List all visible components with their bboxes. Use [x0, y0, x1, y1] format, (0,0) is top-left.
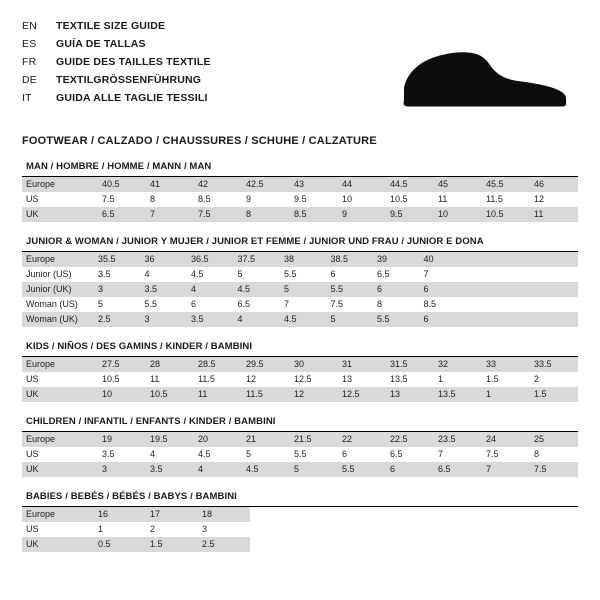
size-cell: 28 [146, 357, 194, 372]
size-cell: 3 [94, 282, 141, 297]
size-cell: 8.5 [290, 207, 338, 222]
size-cell: 21 [242, 432, 290, 447]
size-cell-empty [466, 252, 578, 267]
size-cell: 1 [482, 387, 530, 402]
size-cell: 11 [530, 207, 578, 222]
group-heading: JUNIOR & WOMAN / JUNIOR Y MUJER / JUNIOR ET FEMME / JUNIOR UND FRAU / JUNIOR E DONA [22, 236, 578, 252]
size-cell: 6 [420, 282, 467, 297]
size-cell: 33 [482, 357, 530, 372]
size-cell: 5.5 [294, 449, 307, 459]
size-cell: 36.5 [187, 252, 234, 267]
size-cell: 12 [534, 194, 545, 204]
row-label: Woman (US) [26, 299, 78, 309]
size-cell: 3 [141, 312, 188, 327]
language-title-list-body [22, 18, 211, 108]
size-cell: 3.5 [146, 462, 194, 477]
language-row [22, 54, 211, 72]
size-cell: 19 [98, 432, 146, 447]
size-cell: 13.5 [390, 374, 408, 384]
size-cell-empty [250, 507, 578, 522]
size-cell-empty [466, 282, 578, 297]
size-cell: 4.5 [280, 312, 327, 327]
size-cell: 4 [187, 282, 234, 297]
size-cell: 6.5 [98, 207, 146, 222]
group-heading: BABIES / BEBÉS / BÉBÉS / BABYS / BAMBINI [22, 491, 578, 507]
size-table-man [22, 177, 578, 222]
table-row [22, 372, 578, 387]
size-cell: 5 [290, 462, 338, 477]
size-table-children [22, 432, 578, 477]
row-label: US [26, 524, 39, 534]
size-cell: 40.5 [98, 177, 146, 192]
size-cell: 4.5 [191, 269, 204, 279]
size-cell: 7.5 [486, 449, 499, 459]
language-title: GUÍA DE TALLAS [56, 38, 146, 50]
size-cell: 10 [434, 207, 482, 222]
size-cell: 1 [438, 374, 444, 384]
size-cell: 9 [246, 194, 252, 204]
row-label: UK [22, 462, 98, 477]
size-cell: 30 [290, 357, 338, 372]
row-label: US [26, 449, 39, 459]
group-heading: KIDS / NIÑOS / DES GAMINS / KINDER / BAMBINI [22, 341, 578, 357]
size-cell: 6 [342, 449, 348, 459]
size-cell: 2 [534, 374, 540, 384]
row-label: US [26, 374, 39, 384]
size-cell: 32 [434, 357, 482, 372]
size-cell: 1.5 [486, 374, 499, 384]
language-title: TEXTILGRÖSSENFÜHRUNG [56, 74, 202, 86]
row-label: Junior (US) [26, 269, 72, 279]
size-cell: 11 [438, 194, 448, 204]
size-cell: 3.5 [187, 312, 234, 327]
size-cell: 7.5 [330, 299, 344, 309]
row-label: Woman (UK) [22, 312, 94, 327]
size-cell: 6.5 [434, 462, 482, 477]
size-cell: 11.5 [242, 387, 290, 402]
size-cell-empty [466, 297, 578, 312]
size-cell: 1.5 [530, 387, 578, 402]
size-cell: 4.5 [242, 462, 290, 477]
document-header [22, 18, 578, 126]
size-cell: 13 [386, 387, 434, 402]
size-cell: 22.5 [386, 432, 434, 447]
size-cell: 24 [482, 432, 530, 447]
size-cell: 5 [98, 299, 104, 309]
size-cell: 18 [198, 507, 250, 522]
size-cell: 19.5 [146, 432, 194, 447]
table-row [22, 312, 578, 327]
size-cell: 1.5 [146, 537, 198, 552]
size-cell: 5 [246, 449, 252, 459]
size-cell: 22 [338, 432, 386, 447]
size-table-junior-woman [22, 252, 578, 327]
size-cell: 12 [246, 374, 257, 384]
table-row [22, 462, 578, 477]
size-cell: 41 [146, 177, 194, 192]
size-cell: 45 [434, 177, 482, 192]
size-cell: 6 [191, 299, 197, 309]
language-title: GUIDA ALLE TAGLIE TESSILI [56, 92, 208, 104]
size-cell: 7.5 [194, 207, 242, 222]
group-heading: MAN / HOMBRE / HOMME / MANN / MAN [22, 161, 578, 177]
table-row [22, 537, 578, 552]
size-cell: 9.5 [294, 194, 307, 204]
size-cell: 42 [194, 177, 242, 192]
size-cell: 31.5 [386, 357, 434, 372]
size-cell: 2 [150, 524, 156, 534]
size-cell: 10 [98, 387, 146, 402]
size-cell: 7 [284, 299, 290, 309]
size-cell: 6.5 [377, 269, 390, 279]
size-cell: 7 [482, 462, 530, 477]
size-cell: 4 [234, 312, 281, 327]
size-cell: 35.5 [94, 252, 141, 267]
size-cell-empty [250, 522, 578, 537]
table-row [22, 297, 578, 312]
size-cell: 11 [194, 387, 242, 402]
size-cell: 23.5 [434, 432, 482, 447]
size-cell: 4.5 [198, 449, 211, 459]
size-cell: 6.5 [390, 449, 403, 459]
row-label: Europe [22, 432, 98, 447]
table-row [22, 282, 578, 297]
size-cell: 7.5 [102, 194, 115, 204]
size-cell: 13 [342, 374, 353, 384]
size-cell: 3 [98, 462, 146, 477]
size-cell: 37.5 [234, 252, 281, 267]
table-row [22, 267, 578, 282]
table-row [22, 507, 578, 522]
size-cell: 45.5 [482, 177, 530, 192]
size-cell-empty [250, 537, 578, 552]
size-cell: 4 [144, 269, 150, 279]
size-group-children [22, 416, 578, 477]
row-label: US [26, 194, 39, 204]
size-cell: 43 [290, 177, 338, 192]
size-cell: 3 [202, 524, 208, 534]
language-row [22, 90, 211, 108]
size-cell: 21.5 [290, 432, 338, 447]
table-row [22, 207, 578, 222]
size-cell-empty [466, 267, 578, 282]
language-row [22, 72, 211, 90]
size-cell: 10.5 [146, 387, 194, 402]
size-cell: 8.5 [198, 194, 211, 204]
size-cell: 13.5 [434, 387, 482, 402]
size-group-junior-woman [22, 236, 578, 327]
size-cell: 20 [194, 432, 242, 447]
group-heading: CHILDREN / INFANTIL / ENFANTS / KINDER / BAMBINI [22, 416, 578, 432]
size-cell: 10.5 [482, 207, 530, 222]
size-cell: 1 [98, 524, 104, 534]
language-code: IT [22, 92, 32, 104]
size-cell: 7 [423, 269, 429, 279]
size-cell: 2.5 [94, 312, 141, 327]
table-row [22, 177, 578, 192]
size-cell: 29.5 [242, 357, 290, 372]
size-cell: 28.5 [194, 357, 242, 372]
size-cell: 12 [290, 387, 338, 402]
row-label: UK [22, 207, 98, 222]
language-code: DE [22, 74, 37, 86]
size-cell: 17 [146, 507, 198, 522]
size-group-kids [22, 341, 578, 402]
size-cell-empty [466, 312, 578, 327]
size-cell: 11 [150, 374, 160, 384]
size-cell: 33.5 [530, 357, 578, 372]
row-label: UK [22, 537, 94, 552]
size-cell: 5.5 [338, 462, 386, 477]
size-cell: 4 [150, 449, 156, 459]
size-table-kids [22, 357, 578, 402]
size-cell: 12.5 [294, 374, 312, 384]
size-cell: 8 [242, 207, 290, 222]
size-cell: 6 [386, 462, 434, 477]
size-cell: 5.5 [144, 299, 158, 309]
size-cell: 46 [530, 177, 578, 192]
size-cell: 7.5 [530, 462, 578, 477]
size-cell: 0.5 [94, 537, 146, 552]
size-cell: 7 [146, 207, 194, 222]
row-label: Europe [22, 177, 98, 192]
size-cell: 44 [338, 177, 386, 192]
row-label: Europe [22, 507, 94, 522]
table-row [22, 387, 578, 402]
size-cell: 8 [534, 449, 540, 459]
size-cell: 6 [330, 269, 336, 279]
size-cell: 11.5 [486, 194, 503, 204]
size-cell: 6 [420, 312, 467, 327]
size-cell: 11.5 [198, 374, 215, 384]
size-table-babies [22, 507, 578, 552]
language-code: FR [22, 56, 37, 68]
size-cell: 39 [373, 252, 420, 267]
size-cell: 5.5 [373, 312, 420, 327]
size-cell: 6 [373, 282, 420, 297]
size-cell: 42.5 [242, 177, 290, 192]
language-code: ES [22, 38, 37, 50]
size-cell: 31 [338, 357, 386, 372]
size-cell: 25 [530, 432, 578, 447]
size-cell: 4 [194, 462, 242, 477]
table-row [22, 522, 578, 537]
size-cell: 7 [438, 449, 444, 459]
table-row [22, 432, 578, 447]
size-group-babies [22, 491, 578, 552]
category-title: FOOTWEAR / CALZADO / CHAUSSURES / SCHUHE / CALZATURE [22, 135, 377, 147]
size-cell: 44.5 [386, 177, 434, 192]
size-cell: 5.5 [284, 269, 297, 279]
table-row [22, 252, 578, 267]
size-cell: 10.5 [390, 194, 408, 204]
table-row [22, 357, 578, 372]
size-cell: 10 [342, 194, 353, 204]
size-cell: 3.5 [98, 269, 111, 279]
size-cell: 9.5 [386, 207, 434, 222]
size-cell: 5 [280, 282, 327, 297]
size-cell: 8.5 [423, 299, 437, 309]
size-cell: 9 [338, 207, 386, 222]
size-cell: 5 [327, 312, 374, 327]
size-cell: 36 [141, 252, 188, 267]
row-label: UK [22, 387, 98, 402]
row-label: Europe [22, 252, 94, 267]
size-cell: 5.5 [327, 282, 374, 297]
size-cell: 6.5 [237, 299, 251, 309]
language-row [22, 18, 211, 36]
size-cell: 16 [94, 507, 146, 522]
size-cell: 38 [280, 252, 327, 267]
size-cell: 10.5 [102, 374, 120, 384]
language-code: EN [22, 20, 37, 32]
size-cell: 4.5 [234, 282, 281, 297]
language-row [22, 36, 211, 54]
size-cell: 27.5 [98, 357, 146, 372]
language-title: TEXTILE SIZE GUIDE [56, 20, 166, 32]
dress-shoe-icon [380, 40, 570, 110]
table-row [22, 447, 578, 462]
size-cell: 40 [420, 252, 467, 267]
size-cell: 5 [237, 269, 243, 279]
table-row [22, 192, 578, 207]
size-cell: 8 [150, 194, 156, 204]
size-cell: 38.5 [327, 252, 374, 267]
row-label: Europe [22, 357, 98, 372]
size-cell: 12.5 [338, 387, 386, 402]
size-cell: 3.5 [141, 282, 188, 297]
size-cell: 3.5 [102, 449, 115, 459]
size-cell: 8 [377, 299, 383, 309]
language-title: GUIDE DES TAILLES TEXTILE [56, 56, 211, 68]
language-title-list [22, 18, 211, 108]
size-cell: 2.5 [198, 537, 250, 552]
row-label: Junior (UK) [22, 282, 94, 297]
size-group-man [22, 161, 578, 222]
